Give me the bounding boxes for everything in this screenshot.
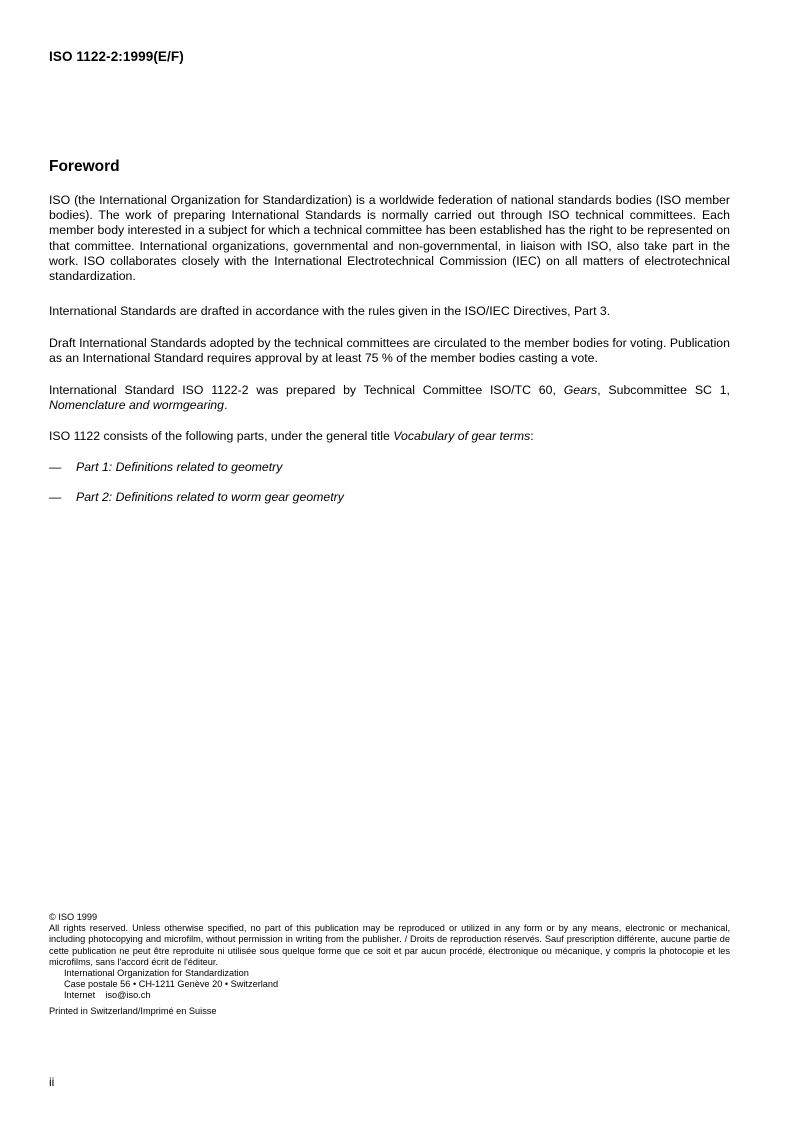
list-dash: — [49, 490, 62, 504]
postal-address: Case postale 56 • CH-1211 Genève 20 • Switzerland [64, 979, 279, 990]
list-dash: — [49, 460, 62, 474]
general-title: Vocabulary of gear terms [393, 429, 531, 443]
foreword-paragraph-2: International Standards are drafted in accordance with the rules given in the ISO/IEC Directives, Part 3. [49, 304, 611, 318]
internet-label: Internet [64, 990, 96, 1001]
rights-statement: All rights reserved. Unless otherwise specified, no part of this publication may be reproduced or utilized in any form or by any means, electronic or mechanical, including photocopying and microfilm, without permission in writing from the publisher. / Droits de reproduction réservés. Sauf prescription différente, aucune partie de cette publication ne peut être reproduite ni utilisée sous quelque forme que ce soit et par aucun procédé, électronique ou mécanique, y compris la photocopie et les microfilms, sans l'accord écrit de l'éditeur. [49, 923, 730, 967]
committee-name: Gears [563, 383, 598, 397]
foreword-paragraph-3: Draft International Standards adopted by the technical committees are circulated to the member bodies for voting. Publication as an International Standard requires approval by at least 75 % of the member bodies casting a vote. [49, 336, 730, 366]
copyright-line: © ISO 1999 [49, 912, 98, 922]
internet-email: iso@iso.ch [105, 990, 151, 1001]
list-item [49, 490, 344, 505]
page-number: ii [49, 1075, 55, 1089]
foreword-title: Foreword [49, 158, 120, 175]
p4-text-middle: , Subcommittee SC 1, [597, 383, 730, 397]
internet-contact [64, 990, 730, 1001]
copyright-footer [49, 912, 730, 1017]
printed-in-line: Printed in Switzerland/Imprimé en Suisse [49, 1005, 217, 1016]
organization-name: International Organization for Standardization [64, 968, 249, 979]
foreword-paragraph-1: ISO (the International Organization for Standardization) is a worldwide federation of national standards bodies (ISO member bodies). The work of preparing International Standards is normally carried out through ISO technical committees. Each member body interested in a subject for which a technical committee has been established has the right to be represented on that committee. International organizations, governmental and non-governmental, in liaison with ISO, also take part in the work. ISO collaborates closely with the International Electrotechnical Commission (IEC) on all matters of electrotechnical standardization. [49, 193, 730, 284]
foreword-paragraph-5 [49, 429, 730, 444]
p4-text-end: . [223, 398, 228, 413]
list-item-text: Part 1: Definitions related to geometry [76, 460, 283, 474]
list-item-text: Part 2: Definitions related to worm gear geometry [76, 490, 344, 504]
p5-text-end: : [530, 429, 534, 443]
subcommittee-name: Nomenclature and wormgearing [49, 398, 224, 413]
document-id-header: ISO 1122-2:1999(E/F) [49, 49, 184, 64]
p4-text-before: International Standard ISO 1122-2 was prepared by Technical Committee ISO/TC 60, [49, 383, 556, 397]
foreword-paragraph-4 [49, 383, 730, 413]
p5-text-before: ISO 1122 consists of the following parts, under the general title [49, 429, 390, 443]
list-item [49, 460, 282, 475]
